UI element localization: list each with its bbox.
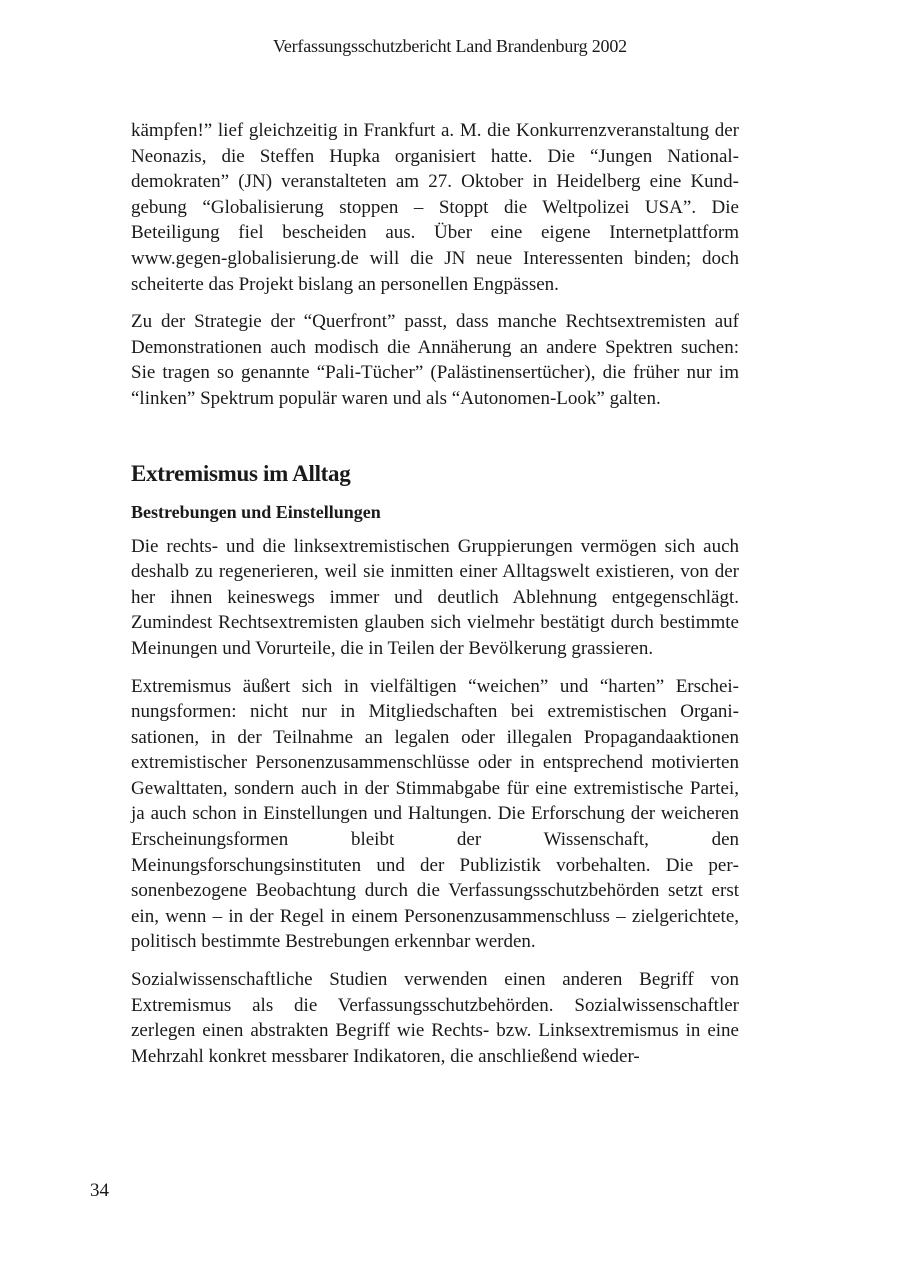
body-paragraph: Extremismus äußert sich in vielfältigen “weichen” und “harten” Erscheinungsformen: nicht nur in Mitgliedschaften bei extremistischen Organisationen, in der Teilnahme an legalen oder illegalen Propagandaaktionen extremistischer Personenzusammenschlüsse oder in entsprechend motivierten Gewalttaten, sondern auch in der Stimmabgabe für eine extremistische Partei, ja auch schon in Einstellungen und Haltungen. Die Erforschung der weicheren Erscheinungsformen bleibt der Wissenschaft, den Meinungsforschungsinstituten und der Publizistik vorbehalten. Die personenbezogene Beobachtung durch die Verfassungsschutzbehörden setzt erst ein, wenn – in der Regel in einem Personenzusammenschluss – zielgerichtete, politisch bestimmte Bestrebungen erkennbar werden.	[131, 675, 739, 953]
sub-heading: Bestrebungen und Einstellungen	[131, 501, 381, 522]
body-paragraph: Sozialwissenschaftliche Studien verwenden einen anderen Begriff von Extremismus als die Verfassungsschutzbehörden. Sozialwissenschaftler zerlegen einen abstrakten Begriff wie Rechts- bzw. Linksextremismus in eine Mehrzahl konkret messbarer Indikatoren, die anschließend wieder-	[131, 969, 739, 1067]
running-header: Verfassungsschutzbericht Land Brandenburg 2002	[273, 36, 627, 56]
body-paragraph: kämpfen!” lief gleichzeitig in Frankfurt a. M. die Konkurrenzveranstaltung der Neonazis, die Steffen Hupka organisiert hatte. Die “Jungen Nationaldemokraten” (JN) veranstalteten am 27. Oktober in Heidelberg eine Kundgebung “Globalisierung stoppen – Stoppt die Weltpolizei USA”. Die Beteiligung fiel bescheiden aus. Über eine eigene Internetplattform www.gegen-globalisierung.de will die JN neue Interessenten binden; doch scheiterte das Projekt bislang an personellen Engpässen.	[131, 120, 739, 295]
page-number: 34	[90, 1180, 109, 1201]
section-heading: Extremismus im Alltag	[131, 460, 351, 486]
body-paragraph: Die rechts- und die linksextremistischen Gruppierungen vermögen sich auch deshalb zu regenerieren, weil sie inmitten einer Alltagswelt existieren, von der her ihnen keineswegs immer und deutlich Ablehnung entgegenschlägt. Zumindest Rechtsextremisten glauben sich vielmehr bestätigt durch bestimmte Meinungen und Vorurteile, die in Teilen der Bevölkerung grassieren.	[131, 535, 739, 659]
page-body	[131, 118, 739, 1069]
body-paragraph: Zu der Strategie der “Querfront” passt, dass manche Rechtsextremisten auf Demonstrationen auch modisch die Annäherung an andere Spektren suchen: Sie tragen so genannte “Pali-Tücher” (Palästinensertücher), die früher nur im “linken” Spektrum populär waren und als “Autonomen-Look” galten.	[131, 311, 739, 409]
